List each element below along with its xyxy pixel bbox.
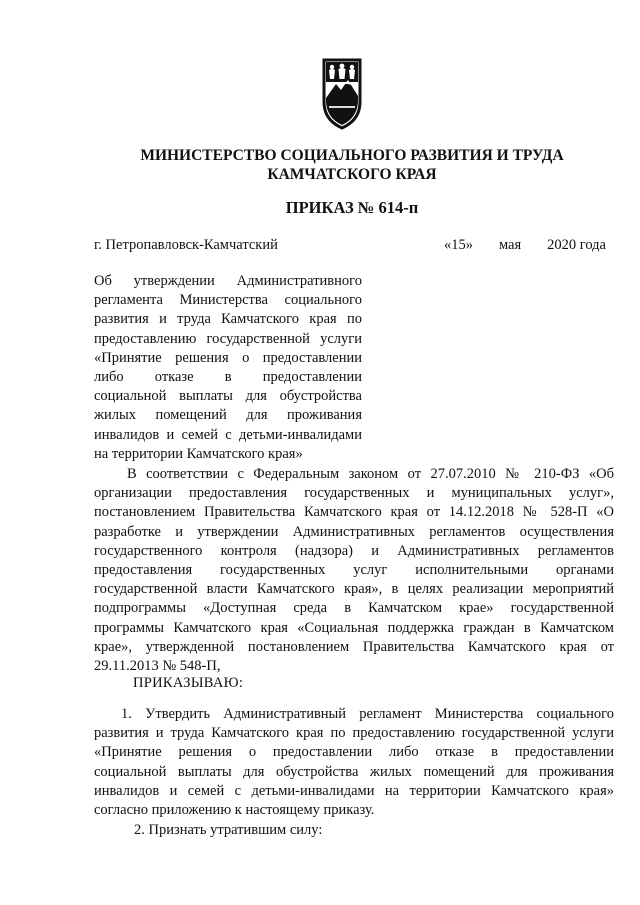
preamble-line: постановлением Правительства Камчатского края от 14.12.2018 № 528-П «О [94, 504, 614, 521]
preamble-line: крае», утвержденной постановлением Правительства Камчатского края от [94, 638, 614, 655]
subject-line: предоставлению государственной услуги [94, 330, 362, 347]
preamble-line: предоставления государственных услуг исполнительными органами [94, 562, 614, 579]
preamble-line: организации предоставления государственных и муниципальных услуг», [94, 485, 614, 502]
item-1-line: развития и труда Камчатского края по предоставлению государственной услуги [94, 725, 614, 742]
order-date [444, 236, 606, 254]
order-title: ПРИКАЗ № 614-п [285, 198, 419, 217]
preamble-line: В соответствии с Федеральным законом от 27.07.2010 № 210-ФЗ «Об [127, 466, 614, 482]
preamble-line: 29.11.2013 № 548-П, [94, 658, 221, 675]
subject-line: жилых помещений для проживания [94, 407, 362, 424]
item-1-line: инвалидов и семей с детьми-инвалидами на территории Камчатского края» [94, 782, 614, 799]
preamble-line: подпрограммы «Доступная среда в Камчатском крае» государственной [94, 600, 614, 617]
preamble-line: государственной власти Камчатского края», в целях реализации мероприятий [94, 581, 614, 598]
subject-line: развития и труда Камчатского края по [94, 311, 362, 328]
subject-line: «Принятие решения о предоставлении [94, 349, 362, 366]
order-subject [94, 272, 362, 464]
item-2-line: 2. Признать утратившим силу: [134, 822, 323, 838]
subject-line: социальной выплаты для обустройства [94, 388, 362, 405]
preamble-line: государственного контроля (надзора) и Административных регламентов [94, 542, 614, 559]
order-item-1 [94, 705, 614, 820]
item-1-line: 1. Утвердить Административный регламент Министерства социального [121, 706, 614, 722]
date-month: мая [498, 237, 522, 253]
city: г. Петропавловск-Камчатский [94, 237, 278, 253]
subject-line: либо отказе в предоставлении [94, 369, 362, 386]
item-1-line: социальной выплаты для обустройства жилых помещений для проживания [94, 763, 614, 780]
subject-line: инвалидов и семей с детьми-инвалидами [94, 426, 362, 443]
item-1-line: согласно приложению к настоящему приказу. [94, 802, 375, 819]
preamble-line: программы Камчатского края «Социальная поддержка граждан в Камчатском [94, 619, 614, 636]
subject-line: на территории Камчатского края» [94, 445, 303, 462]
ministry-name [60, 146, 640, 184]
kamchatka-coat-of-arms-icon [320, 58, 364, 132]
preamble-paragraph [94, 465, 614, 676]
orders-heading: ПРИКАЗЫВАЮ: [133, 675, 244, 691]
order-item-2 [94, 821, 614, 840]
item-1-line: «Принятие решения о предоставлении либо отказе в предоставлении [94, 744, 614, 761]
ministry-line-2: КАМЧАТСКОГО КРАЯ [267, 166, 437, 183]
preamble-line: разработке и утверждении Административных регламентов осуществления [94, 523, 614, 540]
date-day: «15» [444, 237, 473, 253]
subject-line: Об утверждении Административного [94, 273, 362, 289]
ministry-line-1: МИНИСТЕРСТВО СОЦИАЛЬНОГО РАЗВИТИЯ И ТРУДА [140, 147, 564, 164]
subject-line: регламента Министерства социального [94, 292, 362, 309]
date-year: 2020 года [547, 237, 606, 253]
